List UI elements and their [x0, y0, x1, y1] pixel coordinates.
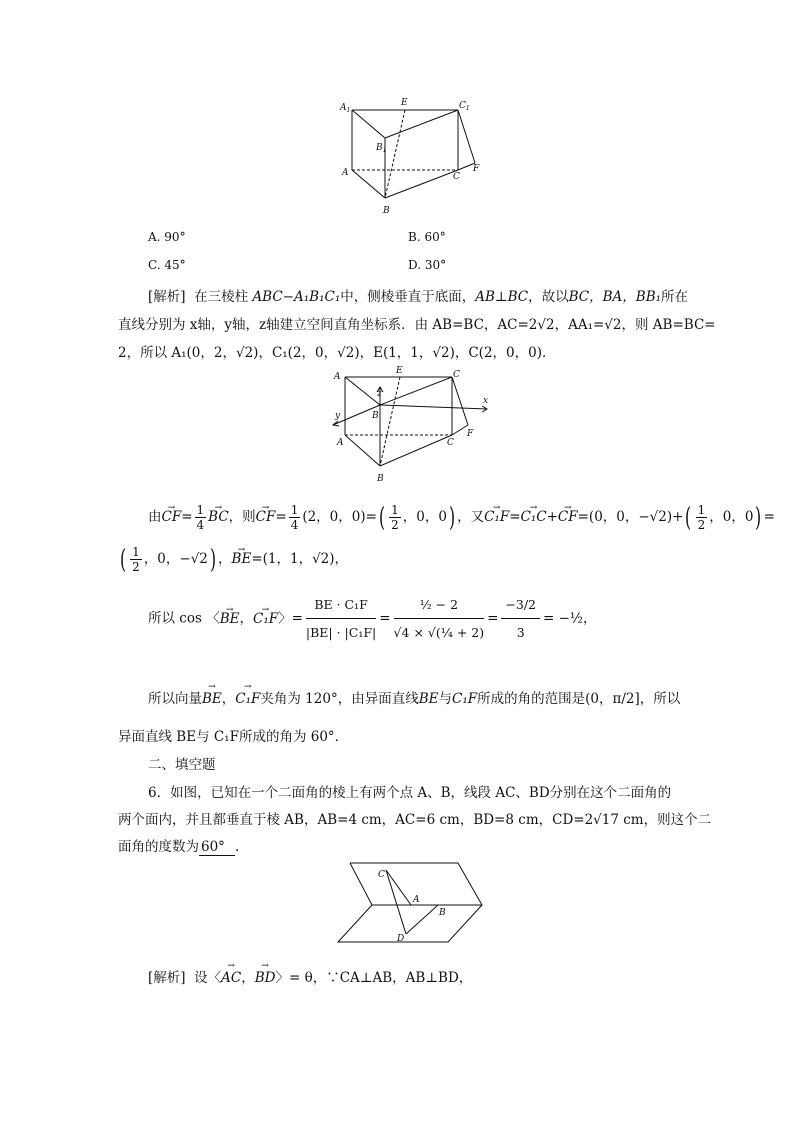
answer-blank: 60° [199, 839, 235, 856]
label-b1: $B_1$ [376, 143, 387, 154]
vector-ac: → AC [221, 970, 241, 986]
text: 〉= [278, 610, 303, 627]
label-x: x [483, 396, 489, 406]
prism-figure-2-coordinates [325, 363, 505, 488]
text: C₁F [451, 691, 478, 707]
text: + [546, 509, 558, 525]
text: 由 [148, 509, 162, 525]
label-b: B [439, 908, 446, 918]
text: =(1，1，√2)， [251, 551, 349, 567]
vector-be: → BE [202, 691, 222, 707]
label-a1: A [334, 372, 341, 382]
analysis-2 [148, 966, 472, 986]
label-b: B [377, 474, 384, 484]
label-b1: B [372, 411, 379, 421]
text: ， [239, 610, 253, 627]
range: (0，π/2] [585, 691, 640, 707]
text: ，故以 [528, 289, 569, 305]
text: ，0，0 [709, 509, 754, 525]
label-e: E [401, 98, 408, 108]
text: 所以 cos 〈 [148, 610, 220, 627]
text: ， [241, 970, 255, 986]
text: 中，侧棱垂直于底面， [340, 289, 476, 305]
text: ，0，−√2 [143, 551, 208, 567]
text: = [275, 509, 287, 525]
section-heading: 二、填空题 [148, 757, 216, 773]
vector-bc: → BC [208, 503, 229, 531]
fraction-half: $\frac{1}{2}$ [391, 503, 399, 532]
text: = [763, 509, 775, 525]
vector-cf: → CF [256, 503, 276, 531]
text: ，所以 [639, 691, 681, 707]
text: 夹角为 120°，由异面直线 [260, 691, 419, 707]
option-a: A. 90° [148, 230, 186, 244]
axes: BC，BA，BB₁ [568, 289, 662, 305]
text: 〉= θ，∵CA⊥AB，AB⊥BD， [275, 970, 473, 986]
calc-line-1: 由→ CF= $\frac{1}{4}$ → BC，则→ CF= $\frac{1}{4}$ (2，0，0)=( $\frac{1}{2}$ ，0，0) ，又→ C₁F=→ C₁C+→ CF=(0，0，−√2)+( $\frac{1}{2}$ ，0，0) = [148, 503, 775, 532]
text: = −½， [543, 610, 597, 627]
label-c1: C [453, 370, 460, 380]
text: BE [418, 691, 439, 707]
vector-c1f: → C₁F [235, 691, 260, 707]
text: 与 [438, 691, 452, 707]
vector-c1f: → C₁F [253, 609, 278, 629]
vector-cf: → CF [162, 503, 182, 531]
label-b: B [383, 206, 390, 216]
text: 在三棱柱 [194, 289, 249, 305]
text: 设〈 [194, 970, 222, 986]
calc-line-2: ( $\frac{1}{2}$ ，0，−√2) ，→ BE=(1，1，√2)， [118, 545, 348, 574]
label-z: z [377, 389, 382, 399]
problem-6-line-3 [118, 835, 248, 855]
fraction-half: $\frac{1}{2}$ [697, 503, 706, 532]
label-a: A [342, 168, 349, 178]
text: ． [234, 839, 249, 855]
fraction-quarter: $\frac{1}{4}$ [290, 503, 299, 532]
analysis-1-line-1 [148, 285, 688, 305]
label-c1: $C_1$ [459, 101, 470, 112]
text: (2，0，0)= [302, 509, 377, 525]
vector-cf: → CF [558, 503, 578, 531]
vector-c1f: → C₁F [484, 503, 509, 531]
cos-formula: 所以 cos 〈→ BE，→ C₁F〉= $\frac{\text{BE · C₁F}}{\text{|BE| · |C₁F|}}$ = $\frac{\text{½ − 2}}{\text{√4 × √(¼ + 2)}}$ = $\frac{-3/2}{3}$ = −½， [148, 595, 597, 643]
vector-be: → BE [232, 545, 252, 573]
fraction-half: $\frac{1}{2}$ [132, 545, 140, 574]
vector-be: → BE [220, 609, 240, 629]
label-a: A [413, 895, 420, 905]
text: ，则 [228, 509, 256, 525]
label-a1: $A_1$ [340, 103, 351, 114]
text: = [181, 509, 193, 525]
text: 所成的角的范围是 [477, 691, 586, 707]
text: =(0，0，−√2)+ [577, 509, 684, 525]
text: 面角的度数为 [118, 839, 199, 855]
label-y: y [335, 411, 341, 421]
label-c: C [447, 438, 454, 448]
option-b: B. 60° [408, 230, 446, 244]
label-e: E [396, 366, 403, 376]
analysis-1-line-2: 直线分别为 x轴，y轴，z轴建立空间直角坐标系．由 AB=BC，AC=2√2，AA₁=√2，则 AB=BC= [118, 317, 716, 333]
label-d: D [397, 934, 405, 944]
conclusion-line-2: 异面直线 BE与 C₁F所成的角为 60°． [118, 729, 349, 745]
label-f: F [467, 429, 474, 439]
text: 所在 [661, 289, 689, 305]
label-c: C [453, 172, 460, 182]
analysis-tag: [解析] [148, 289, 186, 305]
fraction-dot-over-norm: $\frac{\text{BE · C₁F}}{\text{|BE| · |C₁F|}}$ [305, 597, 377, 640]
text: ，又 [457, 509, 485, 525]
analysis-1-line-3: 2，所以 A₁(0，2，√2)，C₁(2，0，√2)，E(1，1，√2)，C(2，0，0)． [118, 345, 556, 361]
vector-c1c: → C₁C [521, 503, 547, 531]
conclusion-line-1: 所以向量→ BE，→ C₁F夹角为 120°，由异面直线BE与C₁F所成的角的范围是(0，π/2]，所以 [148, 687, 680, 707]
option-c: C. 45° [148, 258, 186, 272]
dihedral-angle-figure [335, 858, 490, 948]
fraction-simplified: $\frac{-3/2}{3}$ [501, 595, 540, 643]
prism-name: ABC−A₁B₁C₁ [252, 289, 341, 305]
text: = [509, 509, 521, 525]
fraction-substituted: $\frac{\text{½ − 2}}{\text{√4 × √(¼ + 2)}}$ [393, 597, 485, 640]
label-a: A [337, 438, 344, 448]
fraction-quarter: $\frac{1}{4}$ [196, 503, 205, 532]
label-f: F [473, 164, 480, 174]
vector-bd: → BD [255, 970, 276, 986]
analysis-tag: [解析] [148, 970, 186, 986]
label-c: C [378, 870, 385, 880]
problem-6-line-2: 两个面内，并且都垂直于棱 AB，AB=4 cm，AC=6 cm，BD=8 cm，CD=2√17 cm，则这个二 [118, 812, 712, 828]
option-d: D. 30° [408, 258, 447, 272]
text: ，0，0 [402, 509, 447, 525]
text: 所以向量 [148, 691, 202, 707]
perp: AB⊥BC [475, 289, 529, 305]
problem-6-line-1: 6．如图，已知在一个二面角的棱上有两个点 A、B，线段 AC、BD分别在这个二面角的 [148, 785, 672, 801]
prism-figure-1 [335, 95, 495, 220]
